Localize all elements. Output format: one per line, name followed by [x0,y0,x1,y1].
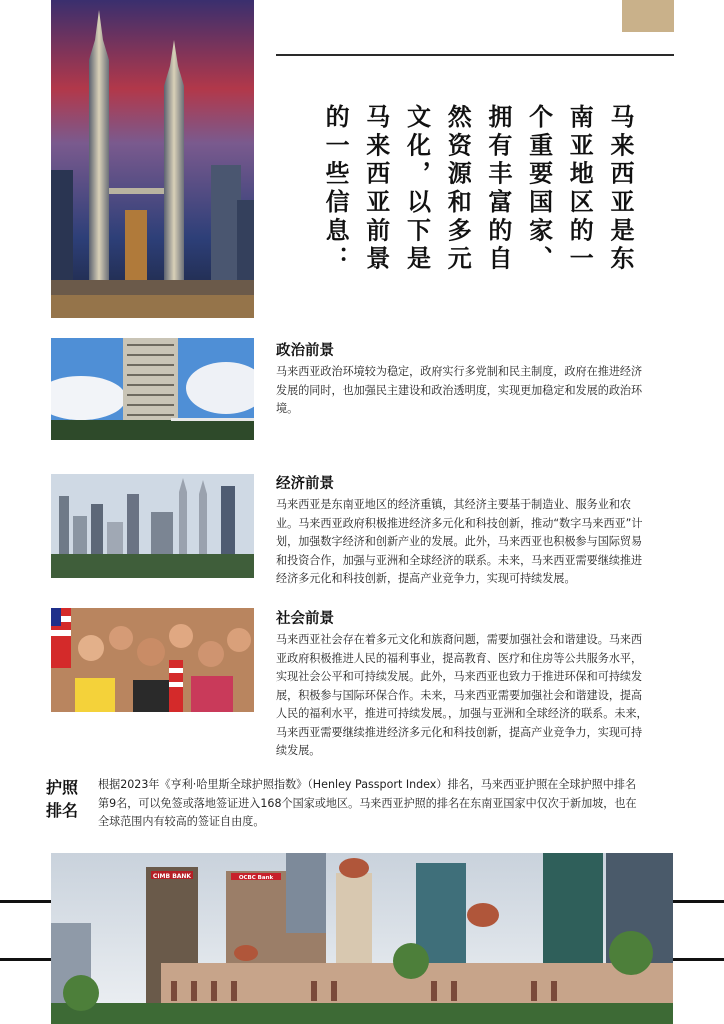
politics-body: 马来西亚政治环境较为稳定，政府实行多党制和民主制度，政府在推进经济 发展的同时，也加强民主建设和政治透明度，实现更加稳定和发展的政治环境。 [276,365,643,415]
bank-sign-center: OCBC Bank [238,875,274,881]
passport-body: 根据2023年《亨利·哈里斯全球护照指数》（Henley Passport Index）排名，马来西亚护照在全球护照中排名第9名，可以免签或落地签证进入168个国家或地区。马来西亚护照的排名在东南亚国家中仅次于新加坡，也在全球范围内有较高的签证自由度。 [98,778,637,828]
kuala-lumpur-panorama-photo [51,853,673,1024]
passport-heading: 护照排名 [46,778,79,820]
header-divider [276,54,674,56]
crowd-celebration-photo [51,608,254,712]
government-building-photo [51,338,254,440]
bottom-line-right-lower [673,958,724,961]
bottom-line-right-upper [673,900,724,903]
bottom-line-left-lower [0,958,52,961]
economy-heading: 经济前景 [276,476,334,492]
city-skyline-photo [51,474,254,578]
bank-sign-left: CIMB BANK [152,873,192,880]
petronas-towers-photo [51,0,254,318]
politics-heading: 政治前景 [276,343,334,359]
society-body: 马来西亚社会存在着多元文化和族裔问题，需要加强社会和谐建设。马来西亚政府积极推进人民的福利事业，提高教育、医疗和住房等公共服务水平，实现社会公平和可持续发展。此外，马来西亚也致力于推进环保和可持续发展，积极参与国际环保合作。未来，马来西亚需要加强社会和谐建设，提高人民的福利水平，推进可持续发展。，加强与亚洲和全球经济的联系。未来，马来西亚需要继续推进经济多元化和科技创新，提高产业竞争力，实现可持续发展。 [276,633,648,757]
page-headline: 马来西亚是东南亚地区的一个重要国家、拥有丰富的自然资源和多元文化，以下是马来西亚前景的一些信息： [321,104,634,274]
bottom-line-left-upper [0,900,52,903]
gold-accent-block [622,0,674,32]
economy-body: 马来西亚是东南亚地区的经济重镇，其经济主要基于制造业、服务业和农业。马来西亚政府积极推进经济多元化和科技创新，推动“数字马来西亚”计划，加强数字经济和创新产业的发展。此外，马来西亚也积极参与国际贸易和投资合作，加强与亚洲和全球经济的联系。未来，马来西亚需要继续推进经济多元化和科技创新，提高产业竞争力，实现可持续发展。 [276,498,643,585]
society-heading: 社会前景 [276,611,334,627]
